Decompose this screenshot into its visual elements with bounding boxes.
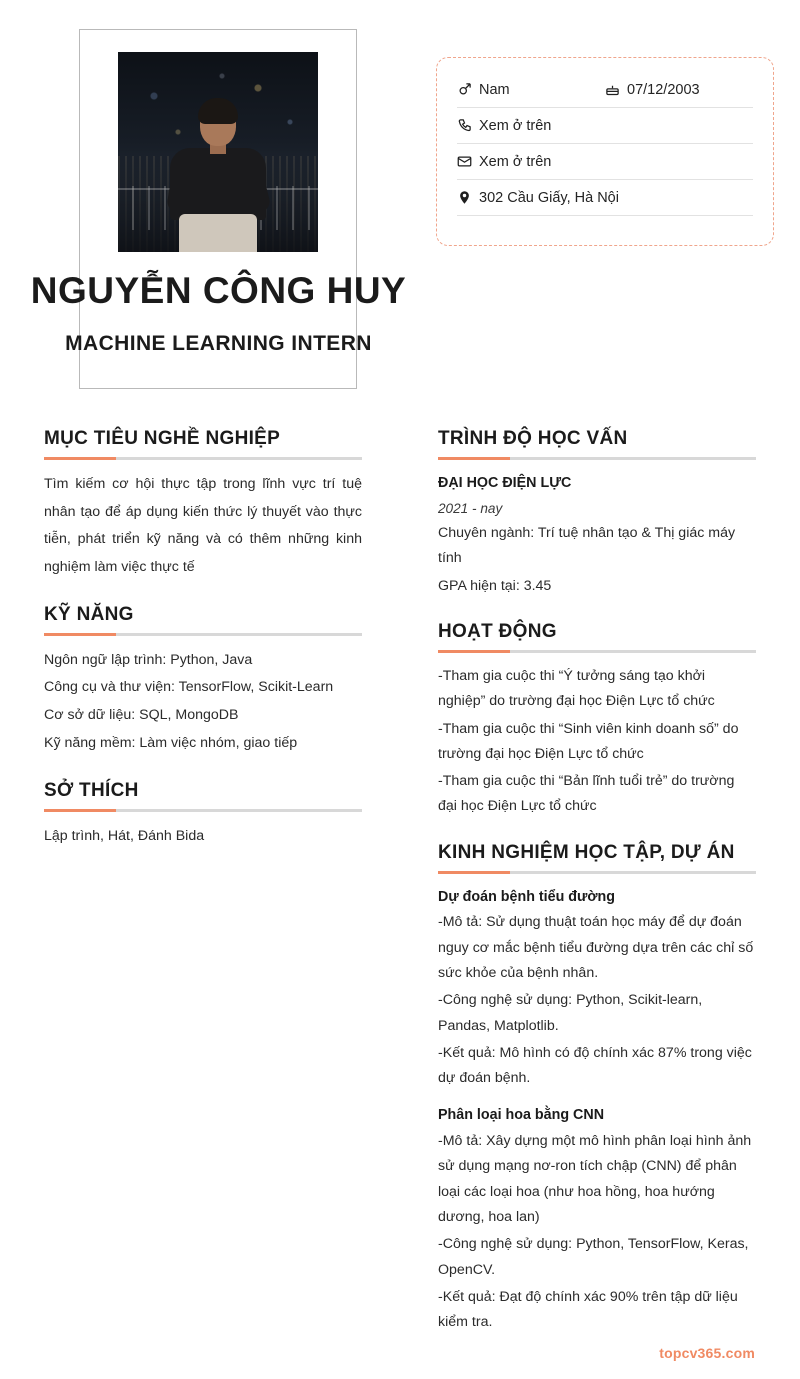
right-column	[438, 428, 756, 1357]
contact-row-gender-birthday	[457, 72, 753, 108]
phone-icon	[457, 117, 479, 135]
hobbies-text: Lập trình, Hát, Đánh Bida	[44, 827, 205, 844]
project-line: -Kết quả: Mô hình có độ chính xác 87% trong việc dự đoán bệnh.	[438, 1044, 752, 1087]
contact-birthday	[605, 81, 753, 99]
contact-card	[436, 57, 774, 246]
map-pin-icon	[457, 189, 479, 207]
objective-text: Tìm kiếm cơ hội thực tập trong lĩnh vực trí tuệ nhân tạo để áp dụng kiến thức lý thuyết vào thực tiễn, phát triển kỹ năng và có thêm những kinh nghiệm làm việc thực tế	[44, 476, 362, 576]
contact-address	[457, 189, 753, 207]
project-line: -Mô tả: Xây dựng một mô hình phân loại hình ảnh sử dụng mạng nơ-ron tích chập (CNN) để phân loại các loại hoa (như hoa hồng, hoa hướng dương, hoa lan)	[438, 1133, 752, 1226]
photo-person	[162, 102, 274, 252]
contact-gender	[457, 81, 605, 99]
project-line: -Mô tả: Sử dụng thuật toán học máy để dự đoán nguy cơ mắc bệnh tiểu đường dựa trên các chỉ số sức khỏe của bệnh nhân.	[438, 914, 754, 982]
skill-item: Công cụ và thư viện: TensorFlow, Scikit-Learn	[44, 679, 334, 696]
contact-row-email	[457, 144, 753, 180]
contact-email	[457, 153, 753, 171]
education-major: Chuyên ngành: Trí tuệ nhân tạo & Thị giác máy tính	[438, 525, 736, 567]
section-divider	[44, 457, 362, 460]
activity-item: -Tham gia cuộc thi “Ý tưởng sáng tạo khởi nghiệp” do trường đại học Điện Lực tổ chức	[438, 668, 715, 710]
project-item	[438, 1103, 756, 1335]
watermark: topcv365.com	[659, 1345, 755, 1361]
section-divider	[438, 650, 756, 653]
section-divider	[44, 633, 362, 636]
section-projects-title: KINH NGHIỆM HỌC TẬP, DỰ ÁN	[438, 841, 735, 863]
contact-address-value: 302 Cầu Giấy, Hà Nội	[479, 189, 619, 206]
photo-person-hair	[198, 98, 238, 124]
contact-row-address	[457, 180, 753, 216]
section-divider	[438, 457, 756, 460]
profile-photo	[118, 52, 318, 252]
contact-email-value: Xem ở trên	[479, 153, 552, 170]
section-skills	[44, 604, 362, 758]
section-projects	[438, 842, 756, 1336]
section-hobbies	[44, 780, 362, 851]
education-school: ĐẠI HỌC ĐIỆN LỰC	[438, 475, 572, 491]
gender-icon	[457, 81, 479, 99]
project-line: -Kết quả: Đạt độ chính xác 90% trên tập dữ liệu kiểm tra.	[438, 1288, 738, 1331]
envelope-icon	[457, 153, 479, 171]
candidate-name: NGUYỄN CÔNG HUY	[30, 270, 407, 311]
skill-item: Cơ sở dữ liệu: SQL, MongoDB	[44, 707, 239, 724]
cake-icon	[605, 81, 627, 99]
candidate-role: MACHINE LEARNING INTERN	[65, 332, 372, 355]
activity-item: -Tham gia cuộc thi “Bản lĩnh tuổi trẻ” do trường đại học Điện Lực tổ chức	[438, 773, 735, 815]
skill-item: Ngôn ngữ lập trình: Python, Java	[44, 651, 253, 668]
contact-phone	[457, 117, 753, 135]
section-education	[438, 428, 756, 599]
project-gap	[438, 1093, 756, 1103]
photo-person-pants	[179, 214, 257, 252]
left-column	[44, 428, 362, 872]
contact-birthday-value: 07/12/2003	[627, 81, 700, 98]
skill-item: Kỹ năng mềm: Làm việc nhóm, giao tiếp	[44, 734, 298, 751]
section-objective-title: MỤC TIÊU NGHỀ NGHIỆP	[44, 428, 281, 449]
photo-person-torso	[170, 148, 266, 220]
contact-row-phone	[457, 108, 753, 144]
education-period: 2021 - nay	[438, 500, 503, 516]
project-name: Phân loại hoa bằng CNN	[438, 1107, 605, 1124]
project-line: -Công nghệ sử dụng: Python, TensorFlow, Keras, OpenCV.	[438, 1236, 749, 1278]
section-activities	[438, 621, 756, 820]
section-activities-title: HOẠT ĐỘNG	[438, 621, 557, 643]
education-gpa: GPA hiện tại: 3.45	[438, 577, 552, 594]
contact-phone-value: Xem ở trên	[479, 117, 552, 134]
section-divider	[438, 871, 756, 874]
activity-item: -Tham gia cuộc thi “Sinh viên kinh doanh số” do trường đại học Điện Lực tổ chức	[438, 720, 739, 762]
project-line: -Công nghệ sử dụng: Python, Scikit-learn, Pandas, Matplotlib.	[438, 992, 703, 1034]
contact-gender-value: Nam	[479, 81, 510, 98]
project-item	[438, 885, 756, 1092]
project-name: Dự đoán bệnh tiểu đường	[438, 888, 616, 905]
section-divider	[44, 809, 362, 812]
section-skills-title: KỸ NĂNG	[44, 603, 134, 625]
section-objective	[44, 428, 362, 582]
section-education-title: TRÌNH ĐỘ HỌC VẤN	[438, 428, 628, 449]
section-hobbies-title: SỞ THÍCH	[44, 779, 139, 801]
